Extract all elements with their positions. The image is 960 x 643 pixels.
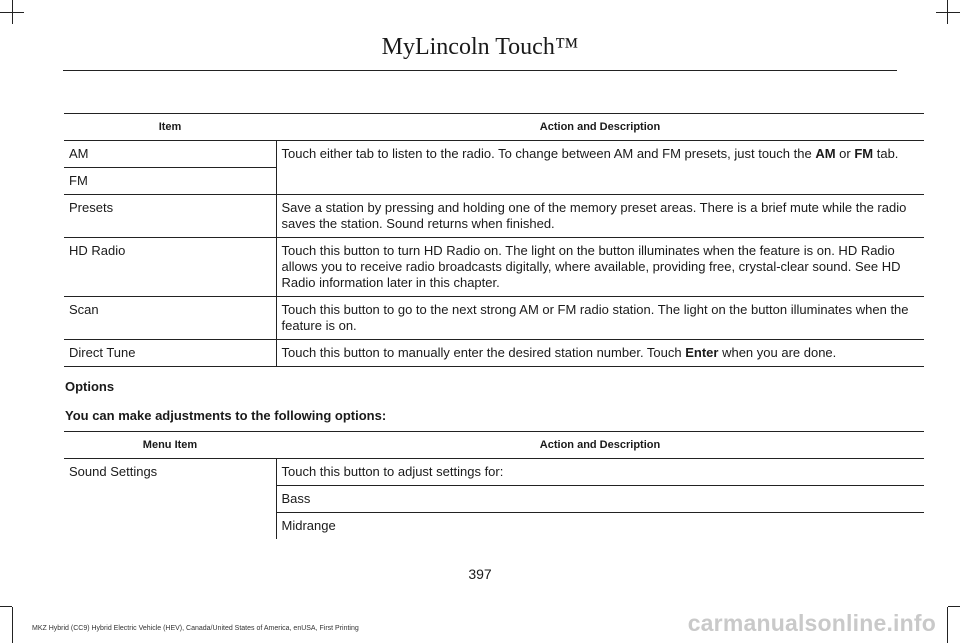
description-cell: Touch this button to turn HD Radio on. The light on the button illuminates when the feature is on. HD Radio allows you to receive radio broadcasts digitally, where available, providing free, crystal-clear sound. See HD Radio information later in this chapter.	[276, 238, 924, 297]
section-heading: Options	[65, 379, 115, 394]
column-header-item: Item	[64, 114, 276, 141]
table-header-row	[64, 114, 924, 141]
crop-mark	[0, 12, 24, 13]
crop-mark	[947, 607, 948, 643]
description-cell: Save a station by pressing and holding one of the memory preset areas. There is a brief mute while the radio saves the station. Sound returns when finished.	[276, 195, 924, 238]
column-header-menu-item: Menu Item	[64, 432, 276, 459]
header-divider	[63, 70, 897, 71]
column-header-action: Action and Description	[276, 432, 924, 459]
description-cell: Touch this button to go to the next strong AM or FM radio station. The light on the button illuminates when the feature is on.	[276, 297, 924, 340]
description-cell	[276, 141, 924, 195]
description-text: Touch either tab to listen to the radio. To change between AM and FM presets, just touch the	[281, 146, 816, 161]
item-cell: AM	[64, 141, 276, 168]
table-row	[64, 195, 924, 238]
page-title: MyLincoln Touch™	[381, 34, 579, 60]
description-text: or	[835, 146, 855, 161]
table-row	[64, 340, 924, 367]
watermark: carmanualsonline.info	[687, 610, 936, 636]
description-text: when you are done.	[718, 345, 837, 360]
bold-term: AM	[815, 146, 836, 161]
crop-mark	[936, 12, 960, 13]
table-header-row	[64, 432, 924, 459]
description-cell: Midrange	[276, 513, 924, 540]
item-cell: FM	[64, 168, 276, 195]
crop-mark	[12, 607, 13, 643]
description-text: tab.	[873, 146, 899, 161]
table-row	[64, 238, 924, 297]
crop-mark	[0, 606, 12, 607]
section-intro: You can make adjustments to the following options:	[65, 408, 387, 423]
page-number: 397	[468, 566, 492, 582]
description-cell	[276, 340, 924, 367]
item-cell: Direct Tune	[64, 340, 276, 367]
crop-mark	[948, 606, 960, 607]
item-cell: Scan	[64, 297, 276, 340]
description-cell: Touch this button to adjust settings for:	[276, 459, 924, 486]
table-row	[64, 141, 924, 168]
description-cell: Bass	[276, 486, 924, 513]
column-header-action: Action and Description	[276, 114, 924, 141]
radio-controls-table	[64, 113, 924, 367]
item-cell: Presets	[64, 195, 276, 238]
table-row	[64, 459, 924, 486]
table-row	[64, 297, 924, 340]
description-text: Touch this button to manually enter the desired station number. Touch	[281, 345, 686, 360]
item-cell: Sound Settings	[64, 459, 276, 540]
bold-term: Enter	[685, 345, 719, 360]
footer-text: MKZ Hybrid (CC9) Hybrid Electric Vehicle (HEV), Canada/United States of America, enUSA, First Printing	[32, 625, 359, 632]
bold-term: FM	[854, 146, 874, 161]
item-cell: HD Radio	[64, 238, 276, 297]
options-table	[64, 431, 924, 539]
